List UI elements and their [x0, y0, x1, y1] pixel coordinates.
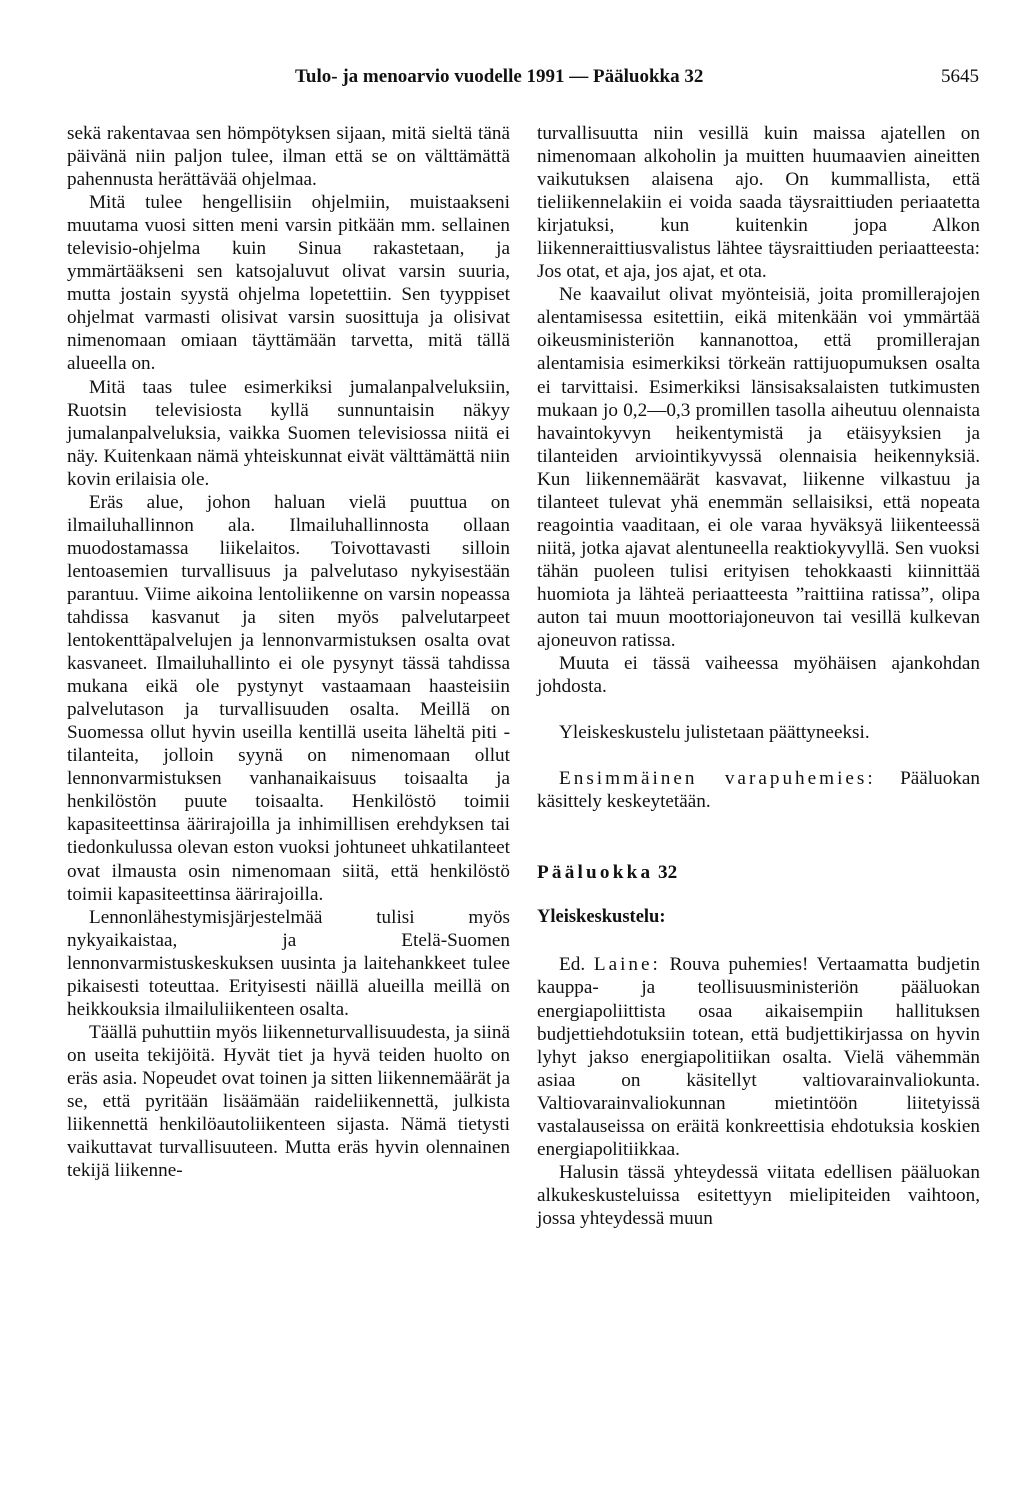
speaker-name: Laine: — [593, 954, 661, 976]
paragraph: Mitä taas tulee esimerkiksi jumalanpalveluksiin, Ruotsin televisiosta kyllä sunnuntaisin näkyy jumalanpalveluksia, vaikka Suomen televisiossa niitä ei näy. Kuitenkaan nämä yhteiskunnat eivät välttämättä niin kovin erilaisia ole. — [67, 376, 510, 490]
speaker-text: Rouva puhemies! Vertaamatta budjetin kauppa- ja teollisuusministeriön pääluokan energiapoliittista osaa aikaisempiin hallituksen budjettiehdotuksiin totean, että budjettikirjassa on hyvin lyhyt jakso energiapolitiikan osalta. Vielä vähemmän asiaa on käsitellyt valtiovarainvaliokunta. Valtiovarainvaliokunnan mietintöön liitetyissä vastalauseissa on eräitä konkreettisia ehdotuksia koskien energiapolitiikkaa. — [537, 954, 980, 1160]
paragraph: Eräs alue, johon haluan vielä puuttua on ilmailuhallinnon ala. Ilmailuhallinnosta ollaan muodostamassa liikelaitos. Toivottavasti silloin lentoasemien turvallisuus ja palvelutaso nykyisestään parantuu. Viime aikoina lentoliikenne on varsin nopeassa tahdissa kasvanut ja siten myös palvelutarpeet lentokenttäpalvelujen ja lennonvarmistuksen osalta ovat kasvaneet. Ilmailuhallinto ei ole pysynyt tässä tahdissa mukana eikä ole pystynyt vastaamaan haasteisiin palvelutason ja turvallisuuden osalta. Meillä on Suomessa ollut hyvin useilla kentillä useita läheltä piti -tilanteita, jolloin syynä on nimenomaan ollut lennonvarmistuksen vanhanaikaisuus toisaalta ja henkilöstön puute toisaalta. Henkilöstö toimii kapasiteettinsa äärirajoilla ja inhimillisen erehdyksen tai tiedonkulussa olevan eston vuoksi johtuneet uhkatilanteet ovat ilmausta osin nimenomaan siitä, että henkilöstö toimii kapasiteettinsa äärirajoilla. — [67, 491, 510, 905]
running-title: Tulo- ja menoarvio vuodelle 1991 — Pääluokka 32 — [295, 66, 704, 87]
speaker-prefix: Ed. — [559, 954, 594, 976]
left-column — [67, 122, 510, 1182]
paragraph: Halusin tässä yhteydessä viitata edellisen pääluokan alkukeskusteluissa esitettyyn mielipiteiden vaihtoon, jossa yhteydessä muun — [537, 1161, 980, 1229]
page-number: 5645 — [941, 66, 979, 87]
section-heading — [537, 861, 980, 884]
paragraph: sekä rakentavaa sen hömpötyksen sijaan, mitä sieltä tänä päivänä niin paljon tulee, ilman että se on välttämättä pahennusta herättävää ohjelmaa. — [67, 123, 510, 191]
subheading: Yleiskeskustelu: — [537, 907, 666, 928]
speaker-text: Pääluokan käsittely keskeytetään. — [537, 768, 980, 813]
right-column — [537, 122, 980, 1230]
section-heading-number: 32 — [653, 862, 678, 884]
paragraph: Ne kaavailut olivat myönteisiä, joita promillerajojen alentamisessa esitettiin, eikä mitenkään voi ymmärtää oikeusministeriön kannanottoa, että promillerajan alentamisia esimerkiksi törkeän rattijuopumuksen osalta ei tarvittaisi. Esimerkiksi länsisaksalaisten tutkimusten mukaan jo 0,2—0,3 promillen tasolla aiheutuu olennaista havaintokyvyn heikentymistä ja etäisyyksien ja tilanteiden arviointikyvyssä olennaisia heikennyksiä. Kun liikennemäärät kasvavat, liikenne vilkastuu ja tilanteet tulevat yhä enemmän sellaisiksi, että nopeata reagointia vaaditaan, ei ole varaa hyväksyä liikenteessä niitä, jotka ajavat alentuneella reaktiokyvyllä. Sen vuoksi tähän puoleen tulisi erityisen tehokkaasti kiinnittää huomiota ja lähteä periaatteesta ”raittiina ratissa”, olipa auton tai muun moottoriajoneuvon tai vesillä kulkevan ajoneuvon ratissa. — [537, 284, 980, 652]
paragraph: Muuta ei tässä vaiheessa myöhäisen ajankohdan johdosta. — [537, 653, 980, 698]
speaker-name: Ensimmäinen varapuhemies: — [559, 768, 876, 790]
paragraph: Mitä tulee hengellisiin ohjelmiin, muistaakseni muutama vuosi sitten meni varsin pitkään mm. sellainen televisio-ohjelma kuin Sinua rakastetaan, ja ymmärtääkseni sen katsojaluvut olivat varsin suuria, mutta jostain syystä ohjelma lopetettiin. Sen tyyppiset ohjelmat varmasti olisivat varsin suosittuja ja olisivat nimenomaan omiaan täyttämään tarvetta, mitä tällä alueella on. — [67, 192, 510, 375]
paragraph: Täällä puhuttiin myös liikenneturvallisuudesta, ja siinä on useita tekijöitä. Hyvät tiet ja hyvä teiden huolto on eräs asia. Nopeudet ovat toinen ja sitten liikennemäärät ja se, että pyritään lisäämään raideliikennettä, julkista liikennettä henkilöautoliikenteen sijasta. Nämä tietysti vaikuttavat turvallisuuteen. Mutta eräs hyvin olennainen tekijä liikenne- — [67, 1021, 510, 1182]
page-header — [0, 66, 1024, 90]
paragraph: turvallisuutta niin vesillä kuin maissa ajatellen on nimenomaan alkoholin ja muitten huumaavien aineitten vaikutuksen alaisena ajo. On kummallista, että tieliikennelakiin ei voida saada täysraittiuden periaatetta kirjatuksi, kun kuitenkin jopa Alkon liikenneraittiusvalistus lähtee täysraittiuden periaatteesta: Jos otat, et aja, jos ajat, et ota. — [537, 123, 980, 283]
speaker-paragraph — [537, 767, 980, 813]
paragraph: Yleiskeskustelu julistetaan päättyneeksi. — [559, 722, 870, 744]
section-heading-word: Pääluokka — [537, 862, 654, 884]
paragraph: Lennonlähestymisjärjestelmää tulisi myös nykyaikaistaa, ja Etelä-Suomen lennonvarmistuskeskuksen uusinta ja laitehankkeet tulee pikaisesti toteuttaa. Erityisesti näillä alueilla meillä on heikkouksia ilmailuliikenteen osalta. — [67, 906, 510, 1020]
speaker-paragraph — [537, 953, 980, 1160]
